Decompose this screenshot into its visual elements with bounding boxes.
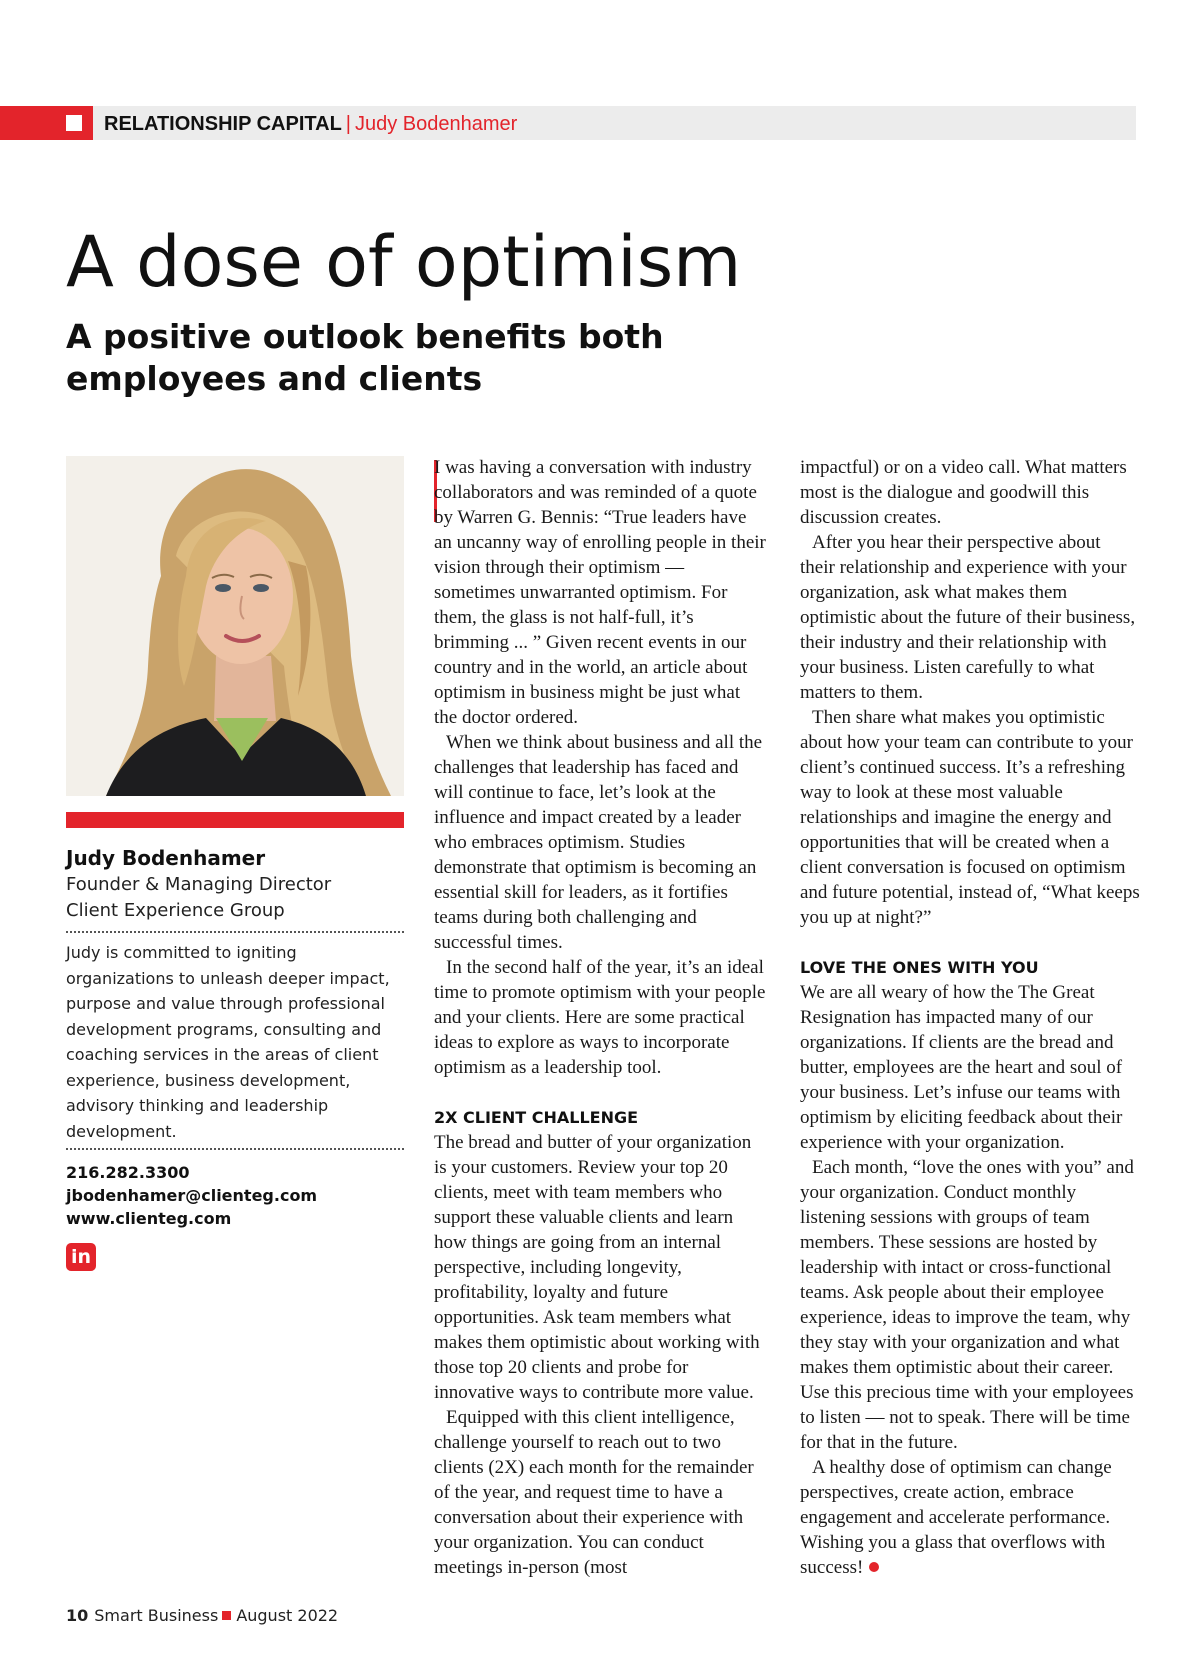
article-column-1 [434, 455, 768, 1580]
section-header [104, 112, 517, 136]
dotted-divider [66, 931, 404, 933]
article-paragraph-final [800, 1455, 1140, 1580]
author-portrait [66, 456, 404, 796]
article-paragraph: The bread and butter of your organization is your customers. Review your top 20 clients, meet with team members who support these valuable clients and learn how things are going from an internal perspective, including longevity, profitability, loyalty and future opportunities. Ask team members what makes them optimistic about working with those top 20 clients and probe for innovative ways to contribute more value. [434, 1132, 760, 1403]
closing-text: A healthy dose of optimism can change perspectives, create action, embrace engagement and accelerate performance. Wishing you a glass that overflows with success! [800, 1457, 1112, 1578]
bio-role: Founder & Managing Director [66, 874, 332, 895]
section-separator: | [345, 113, 351, 135]
section-author: Judy Bodenhamer [355, 113, 518, 135]
section-heading: LOVE THE ONES WITH YOU [800, 958, 1039, 977]
article-paragraph: After you hear their perspective about their relationship and experience with your organization, ask what makes them optimistic about the future of their business, their industry and their relationship with your business. Listen carefully to what matters to them. [800, 532, 1136, 703]
article-paragraph: We are all weary of how the The Great Resignation has impacted many of our organizations. If clients are the bread and butter, employees are the heart and soul of your business. Let’s infuse our teams with optimism by eliciting feedback about their experience with your organization. [800, 982, 1123, 1153]
article-paragraph: Equipped with this client intelligence, challenge yourself to reach out to two clients (2X) each month for the remainder of the year, and request time to have a conversation about their experience with your organization. You can conduct meetings in-person (most [434, 1407, 754, 1578]
article-subtitle: A positive outlook benefits both employees and clients [66, 317, 664, 398]
publication-name: Smart Business [94, 1606, 219, 1625]
article-paragraph: impactful) or on a video call. What matters most is the dialogue and goodwill this discussion creates. [800, 457, 1127, 528]
footer-square-icon [222, 1611, 231, 1620]
article-paragraph: Then share what makes you optimistic about how your team can contribute to your client’s continued success. It’s a refreshing way to look at these most valuable relationships and imagine the energy and opportunities that will be created when a client conversation is focused on optimism and future potential, instead of, “What keeps you up at night?” [800, 707, 1140, 928]
article-paragraph: I was having a conversation with industry collaborators and was reminded of a quote by Warren G. Bennis: “True leaders have an uncanny way of enrolling people in their vision through their optimism — sometimes unwarranted optimism. For them, the glass is not half-full, it’s brimming ... ” Given recent events in our country and in the world, an article about optimism in business might be just what the doctor ordered. [434, 457, 766, 728]
portrait-accent-bar [66, 812, 404, 828]
section-name: RELATIONSHIP CAPITAL [104, 113, 342, 135]
section-heading: 2X CLIENT CHALLENGE [434, 1108, 639, 1127]
article-paragraph: Each month, “love the ones with you” and your organization. Conduct monthly listening sessions with groups of team members. These sessions are hosted by leadership with intact or cross-functional teams. Ask people about their employee experience, ideas to improve the team, why they stay with your organization and what makes them optimistic about their career. Use this precious time with your employees to listen — not to speak. There will be time for that in the future. [800, 1157, 1134, 1453]
article-paragraph: In the second half of the year, it’s an ideal time to promote optimism with your people and your clients. Here are some practical ideas to explore as ways to incorporate optimism as a leadership tool. [434, 957, 766, 1078]
article-paragraph: When we think about business and all the challenges that leadership has faced and will continue to face, let’s look at the influence and impact created by a leader who embraces optimism. Studies demonstrate that optimism is becoming an essential skill for leaders, as it fortifies teams during both challenging and successful times. [434, 732, 763, 953]
page-footer [66, 1605, 338, 1627]
bio-description: Judy is committed to igniting organizations to unleash deeper impact, purpose and value through professional development programs, consulting and coaching services in the areas of client experience, business development, advisory thinking and leadership development. [66, 943, 390, 1141]
bio-phone: 216.282.3300 [66, 1163, 190, 1182]
section-square-icon [66, 115, 82, 131]
end-mark-icon [869, 1562, 879, 1572]
article-title: A dose of optimism [66, 221, 742, 303]
bio-website-link[interactable]: www.clienteg.com [66, 1209, 232, 1228]
article-column-2 [800, 455, 1140, 1580]
dotted-divider [66, 1148, 404, 1150]
bio-name: Judy Bodenhamer [66, 846, 266, 870]
linkedin-icon[interactable]: in [66, 1243, 96, 1271]
bio-organization: Client Experience Group [66, 900, 285, 921]
issue-date: August 2022 [236, 1606, 339, 1625]
bio-email-link[interactable]: jbodenhamer@clienteg.com [66, 1186, 318, 1205]
page-number: 10 [66, 1606, 89, 1625]
